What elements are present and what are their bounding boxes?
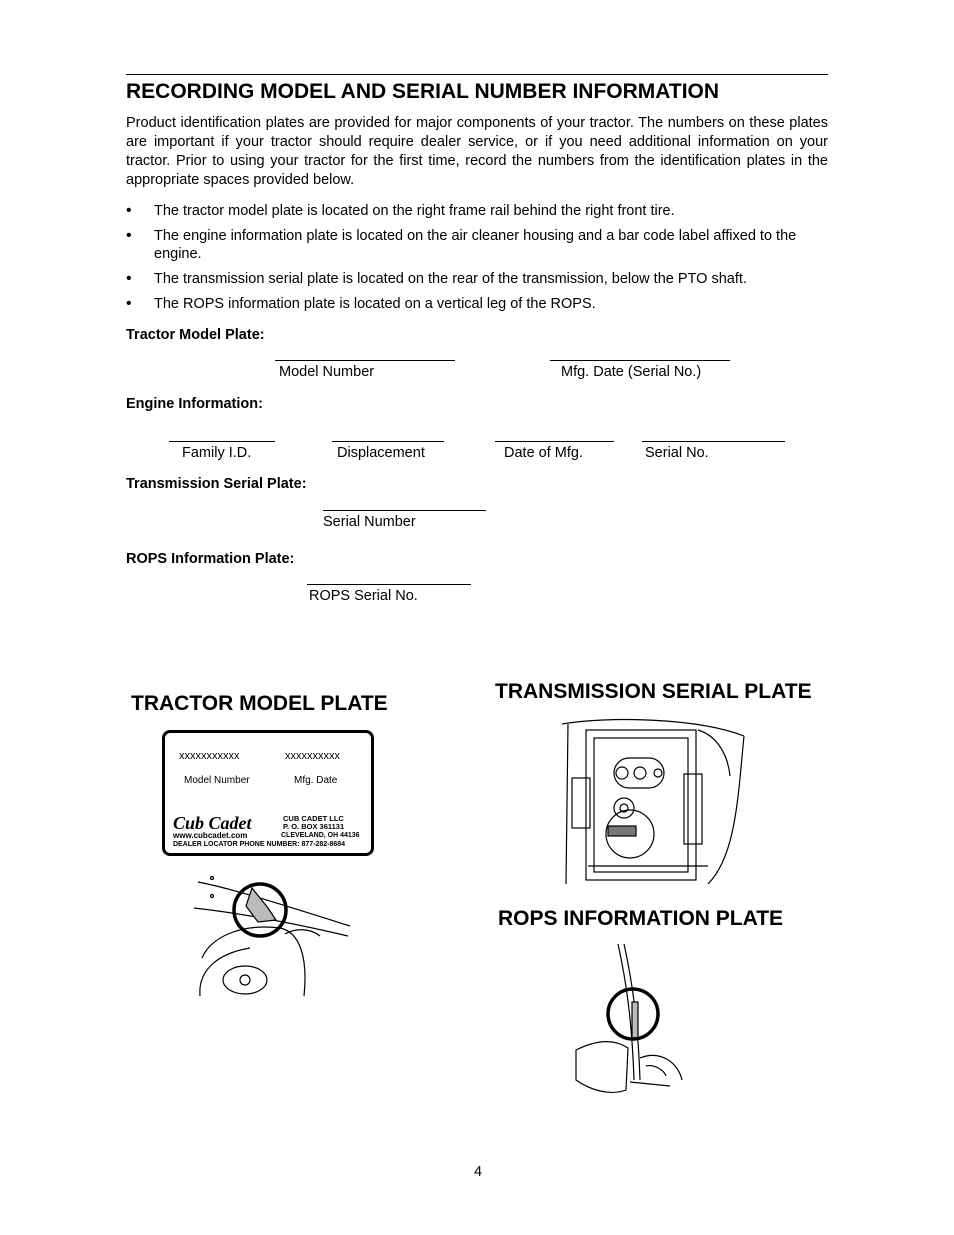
plate-city: CLEVELAND, OH 44136 (281, 832, 360, 839)
rops-illustration (570, 940, 690, 1110)
date-of-mfg-line[interactable] (495, 441, 614, 442)
transmission-serial-line[interactable] (323, 510, 486, 511)
rops-label: ROPS Information Plate: (126, 551, 295, 567)
displacement-caption: Displacement (337, 445, 425, 461)
cub-cadet-logo: Cub Cadet (173, 813, 252, 833)
tractor-plate-figure-title: TRACTOR MODEL PLATE (131, 692, 388, 715)
displacement-line[interactable] (332, 441, 444, 442)
engine-serial-caption: Serial No. (645, 445, 709, 461)
rops-serial-caption: ROPS Serial No. (309, 588, 418, 604)
model-number-line[interactable] (275, 360, 455, 361)
engine-info-label: Engine Information: (126, 396, 263, 412)
bullet-dot: • (126, 270, 132, 287)
plate-website: www.cubcadet.com (173, 831, 248, 840)
intro-paragraph: Product identification plates are provided for major components of your tractor. The numbers on these plates are important if your tractor should require dealer service, or if you need additional information on your tractor. Prior to using your tractor for the first time, record the numbers from the identification plates in the appropriate spaces provided below. (126, 115, 828, 188)
mfg-date-line[interactable] (550, 360, 730, 361)
transmission-illustration (558, 716, 748, 888)
mfg-date-caption: Mfg. Date (Serial No.) (561, 364, 702, 380)
plate-model-label: Model Number (184, 775, 250, 786)
family-id-line[interactable] (169, 441, 275, 442)
plate-company-name: CUB CADET LLC (283, 814, 344, 823)
bullet-text: The transmission serial plate is located on the rear of the transmission, below the PTO shaft. (154, 271, 747, 287)
date-of-mfg-caption: Date of Mfg. (504, 445, 583, 461)
top-rule (126, 74, 828, 75)
plate-date-value: xxxxxxxxxx (285, 750, 340, 762)
plate-model-value: xxxxxxxxxxx (179, 750, 240, 762)
bullet-text: The tractor model plate is located on the right frame rail behind the right front tire. (154, 203, 675, 219)
plate-dealer-line: DEALER LOCATOR PHONE NUMBER: 877-282-8684 (173, 841, 346, 848)
tractor-frame-illustration (190, 868, 360, 998)
bullet-dot: • (126, 295, 132, 312)
bullet-text: The engine information plate is located on the air cleaner housing and a bar code label affixed to the engine. (154, 228, 797, 262)
transmission-serial-caption: Serial Number (323, 514, 416, 530)
rops-serial-line[interactable] (307, 584, 471, 585)
plate-company (283, 815, 344, 831)
transmission-label: Transmission Serial Plate: (126, 476, 307, 492)
bullet-dot: • (126, 202, 132, 219)
tractor-plate-label: Tractor Model Plate: (126, 327, 265, 343)
engine-serial-line[interactable] (642, 441, 785, 442)
rops-plate-figure-title: ROPS INFORMATION PLATE (498, 907, 784, 930)
bullet-dot: • (126, 227, 132, 244)
page-heading: RECORDING MODEL AND SERIAL NUMBER INFORMATION (126, 80, 720, 103)
model-number-caption: Model Number (279, 364, 375, 380)
family-id-caption: Family I.D. (182, 445, 252, 461)
page-number: 4 (474, 1164, 483, 1180)
plate-po-box: P. O. BOX 361131 (283, 822, 345, 831)
transmission-plate-figure-title: TRANSMISSION SERIAL PLATE (495, 680, 812, 703)
tractor-model-plate-sample (162, 730, 374, 856)
bullet-text: The ROPS information plate is located on a vertical leg of the ROPS. (154, 296, 596, 312)
plate-date-label: Mfg. Date (294, 775, 338, 786)
